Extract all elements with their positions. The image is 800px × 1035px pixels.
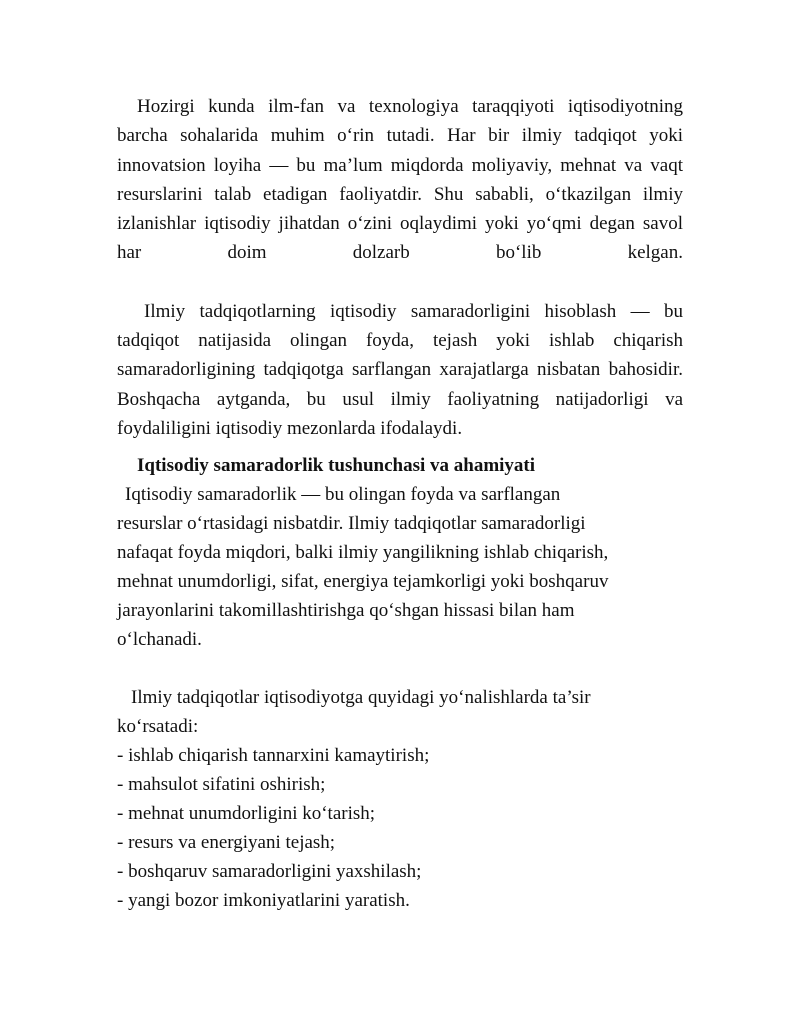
list-item: - boshqaruv samaradorligini yaxshilash; bbox=[117, 861, 422, 883]
list-item: - mehnat unumdorligini ko‘tarish; bbox=[117, 803, 376, 825]
document-page bbox=[117, 92, 683, 915]
definition-paragraph: Ilmiy tadqiqotlarning iqtisodiy samaradorligini hisoblash — bu tadqiqot natijasida olingan foyda, tejash yoki ishlab chiqarish samaradorligining tadqiqotga sarflangan xarajatlarga nisbatan bahosidir. Boshqacha aytganda, bu usul ilmiy faoliyatning natijadorligi va foydaliligini iqtisodiy mezonlarda ifodalaydi. bbox=[117, 300, 683, 439]
impact-intro-line: Ilmiy tadqiqotlar iqtisodiyotga quyidagi yo‘nalishlarda ta’sir bbox=[131, 687, 591, 709]
paragraph-spacer bbox=[117, 443, 683, 451]
list-item: - yangi bozor imkoniyatlarini yaratish. bbox=[117, 890, 410, 912]
concept-line: jarayonlarini takomillashtirishga qo‘shgan hissasi bilan ham bbox=[117, 600, 575, 622]
section-heading: Iqtisodiy samaradorlik tushunchasi va ahamiyati bbox=[137, 455, 536, 477]
impact-intro-line: ko‘rsatadi: bbox=[117, 716, 199, 738]
concept-line: Iqtisodiy samaradorlik — bu olingan foyda va sarflangan bbox=[125, 484, 561, 506]
list-item: - mahsulot sifatini oshirish; bbox=[117, 774, 326, 796]
list-item: - resurs va energiyani tejash; bbox=[117, 832, 336, 854]
concept-paragraph bbox=[117, 480, 683, 654]
concept-line: nafaqat foyda miqdori, balki ilmiy yangilikning ishlab chiqarish, bbox=[117, 542, 609, 564]
intro-paragraph: Hozirgi kunda ilm-fan va texnologiya taraqqiyoti iqtisodiyotning barcha sohalarida muhim o‘rin tutadi. Har bir ilmiy tadqiqot yoki innovatsion loyiha — bu ma’lum miqdorda moliyaviy, mehnat va vaqt resurslarini talab etadigan faoliyatdir. Shu sababli, o‘tkazilgan ilmiy izlanishlar iqtisodiy jihatdan o‘zini oqlaydimi yoki yo‘qmi degan savol har doim dolzarb bo‘lib kelgan. bbox=[117, 96, 683, 264]
paragraph-spacer bbox=[117, 654, 683, 683]
impact-intro-paragraph bbox=[117, 683, 683, 741]
impact-list bbox=[117, 741, 683, 915]
paragraph-spacer bbox=[117, 268, 683, 297]
concept-line: mehnat unumdorligi, sifat, energiya tejamkorligi yoki boshqaruv bbox=[117, 571, 609, 593]
concept-line: resurslar o‘rtasidagi nisbatdir. Ilmiy tadqiqotlar samaradorligi bbox=[117, 513, 586, 535]
list-item: - ishlab chiqarish tannarxini kamaytirish; bbox=[117, 745, 430, 767]
concept-line: o‘lchanadi. bbox=[117, 629, 202, 651]
